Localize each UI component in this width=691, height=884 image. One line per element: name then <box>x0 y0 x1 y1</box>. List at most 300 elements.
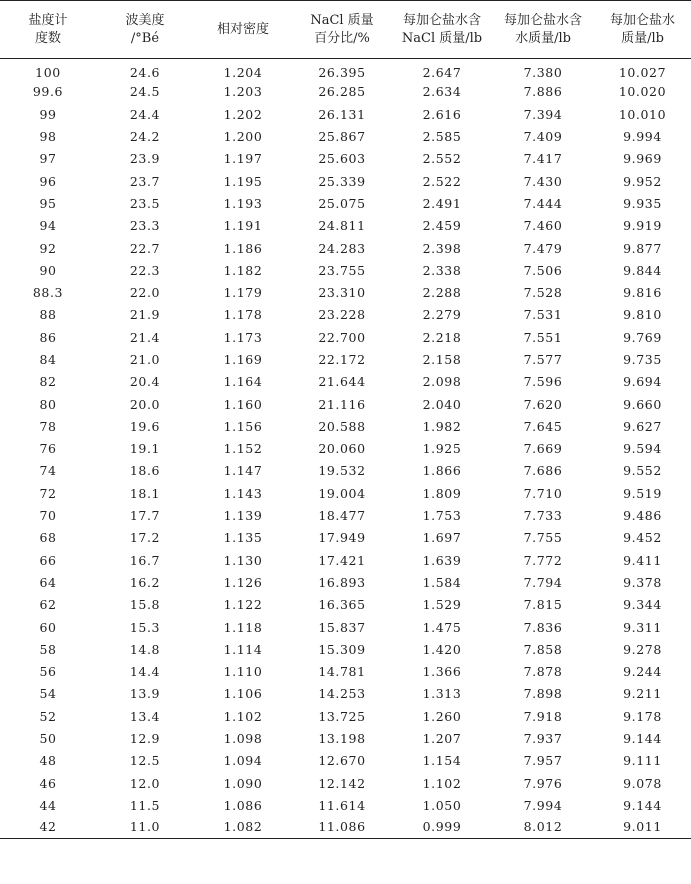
table-cell: 23.5 <box>129 195 161 211</box>
table-row <box>0 304 691 326</box>
table-cell: 84 <box>39 352 57 367</box>
table-cell: 24.811 <box>318 218 366 234</box>
table-cell: 7.898 <box>523 686 563 702</box>
table-cell: 23.9 <box>129 151 161 167</box>
table-cell: 16.365 <box>318 597 366 613</box>
table-cell: 1.173 <box>223 329 263 345</box>
column-header-line: NaCl 质量/lb <box>401 30 483 46</box>
table-cell: 23.755 <box>318 262 366 278</box>
table-cell: 22.172 <box>318 352 366 367</box>
table-cell: 7.444 <box>523 195 563 211</box>
table-cell: 7.836 <box>523 619 563 635</box>
table-cell: 52 <box>39 708 57 724</box>
table-cell: 1.178 <box>223 307 263 323</box>
table-cell: 64 <box>39 574 57 590</box>
table-cell: 1.753 <box>422 508 462 524</box>
table-cell: 2.218 <box>422 329 462 345</box>
table-cell: 74 <box>39 463 57 479</box>
column-header <box>492 1 594 59</box>
column-header-line: 水质量/lb <box>515 30 571 46</box>
table-cell: 86 <box>39 329 57 345</box>
table-cell: 7.686 <box>523 463 563 479</box>
table-cell: 1.164 <box>223 374 263 390</box>
column-header <box>292 1 392 59</box>
table-row <box>0 192 691 214</box>
table-cell: 1.202 <box>223 106 263 122</box>
table-cell: 22.700 <box>318 329 366 345</box>
table-cell: 99.6 <box>32 84 64 100</box>
table-cell: 9.519 <box>623 485 662 501</box>
table-cell: 62 <box>39 597 57 613</box>
table-cell: 10.010 <box>618 106 667 122</box>
table-cell: 1.195 <box>223 173 263 189</box>
table-cell: 24.4 <box>129 106 161 122</box>
table-cell: 9.344 <box>623 597 662 613</box>
table-row <box>0 237 691 259</box>
table-cell: 1.147 <box>223 463 263 479</box>
table-cell: 11.0 <box>96 817 194 839</box>
table-cell: 1.925 <box>422 441 462 457</box>
table-cell: 9.769 <box>623 329 662 345</box>
table-cell: 22.0 <box>129 285 161 301</box>
table-cell: 7.394 <box>523 106 563 122</box>
table-cell: 1.106 <box>223 686 263 702</box>
table-cell: 1.186 <box>223 240 263 256</box>
table-cell: 7.417 <box>523 151 563 167</box>
table-row <box>0 549 691 571</box>
table-cell: 7.772 <box>523 552 563 568</box>
column-header-line: NaCl 质量 <box>310 12 374 28</box>
table-cell: 9.952 <box>623 173 662 189</box>
table-cell: 24.6 <box>129 65 161 81</box>
table-cell: 2.491 <box>422 195 462 211</box>
table-cell: 26.395 <box>318 65 366 81</box>
table-cell: 9.486 <box>623 508 662 524</box>
table-cell: 2.098 <box>422 374 462 390</box>
table-cell: 1.697 <box>422 530 462 546</box>
table-cell: 54 <box>39 686 57 702</box>
table-cell: 25.075 <box>318 195 366 211</box>
table-cell: 9.994 <box>623 129 662 145</box>
column-header-line: 度数 <box>34 30 61 46</box>
table-cell: 1.050 <box>422 797 462 813</box>
table-cell: 7.528 <box>523 285 563 301</box>
table-cell: 44 <box>39 797 57 813</box>
table-cell: 24.2 <box>129 129 161 145</box>
table-cell: 1.203 <box>223 84 263 100</box>
column-header-line: 每加仑盐水含 <box>503 12 582 28</box>
table-cell: 15.309 <box>318 641 366 657</box>
table-cell: 97 <box>39 151 57 167</box>
table-cell: 7.577 <box>523 352 563 367</box>
table-cell: 1.130 <box>223 552 263 568</box>
table-cell: 20.4 <box>129 374 161 390</box>
table-row <box>0 125 691 147</box>
table-cell: 7.918 <box>523 708 563 724</box>
table-cell: 17.7 <box>129 508 161 524</box>
table-cell: 70 <box>39 508 57 524</box>
table-cell: 1.094 <box>223 753 263 769</box>
table-cell: 20.588 <box>318 418 366 434</box>
table-cell: 2.522 <box>422 173 462 189</box>
table-cell: 7.669 <box>523 441 563 457</box>
table-cell: 9.144 <box>623 797 662 813</box>
table-cell: 82 <box>39 374 57 390</box>
table-cell: 7.596 <box>523 374 563 390</box>
table-cell: 24.283 <box>318 240 366 256</box>
table-cell: 15.837 <box>318 619 366 635</box>
table-cell: 1.420 <box>422 641 462 657</box>
table-cell: 9.969 <box>623 151 662 167</box>
table-cell: 50 <box>39 731 57 747</box>
table-cell: 60 <box>39 619 57 635</box>
table-row <box>0 772 691 794</box>
table-cell: 88.3 <box>32 285 64 301</box>
table-cell: 78 <box>39 418 57 434</box>
column-header-line: 盐度计 <box>28 12 68 28</box>
table-cell: 1.169 <box>223 352 263 367</box>
table-cell: 12.142 <box>318 775 366 791</box>
table-cell: 2.616 <box>422 106 462 122</box>
table-cell: 14.253 <box>318 686 366 702</box>
table-cell: 1.193 <box>223 195 263 211</box>
table-cell: 17.2 <box>129 530 161 546</box>
column-header-line: 波美度 <box>125 12 165 28</box>
table-cell: 1.122 <box>223 597 263 613</box>
table-row <box>0 326 691 348</box>
table-cell: 1.143 <box>223 485 263 501</box>
table-cell: 90 <box>39 262 57 278</box>
table-row <box>0 616 691 638</box>
table-cell: 1.197 <box>223 151 263 167</box>
table-cell: 1.110 <box>223 664 263 680</box>
table-cell: 7.976 <box>523 775 563 791</box>
table-cell: 7.620 <box>523 396 563 412</box>
table-row <box>0 259 691 281</box>
table-cell: 1.866 <box>422 463 462 479</box>
table-cell: 96 <box>39 173 57 189</box>
table-row <box>0 438 691 460</box>
table-cell: 9.627 <box>623 418 662 434</box>
table-row <box>0 215 691 237</box>
table-cell: 17.949 <box>318 530 366 546</box>
table-cell: 1.182 <box>223 262 263 278</box>
table-cell: 2.158 <box>422 352 462 367</box>
table-cell: 1.529 <box>422 597 462 613</box>
table-cell: 16.893 <box>318 574 366 590</box>
table-cell: 14.8 <box>129 641 161 657</box>
table-cell: 7.479 <box>523 240 563 256</box>
table-cell: 17.421 <box>318 552 366 568</box>
table-cell: 1.584 <box>422 574 462 590</box>
table-cell: 21.116 <box>318 396 366 412</box>
table-cell: 100 <box>35 65 61 81</box>
table-cell: 1.475 <box>422 619 462 635</box>
table-cell: 19.004 <box>318 485 366 501</box>
column-header <box>96 1 194 59</box>
table-row <box>0 594 691 616</box>
column-header-line: 相对密度 <box>216 21 269 37</box>
table-cell: 9.935 <box>623 195 662 211</box>
table-row <box>0 527 691 549</box>
table-cell: 22.3 <box>129 262 161 278</box>
table-cell: 12.0 <box>129 775 161 791</box>
table-cell: 11.5 <box>129 797 161 813</box>
table-cell: 26.285 <box>318 84 366 100</box>
table-cell: 7.551 <box>523 329 563 345</box>
table-cell: 9.378 <box>623 574 662 590</box>
table-cell: 1.139 <box>223 508 263 524</box>
table-cell: 8.012 <box>492 817 594 839</box>
table-cell: 9.810 <box>623 307 662 323</box>
table-cell: 12.9 <box>129 731 161 747</box>
column-header-line: 每加仑盐水 <box>609 12 675 28</box>
table-cell: 18.6 <box>129 463 161 479</box>
table-row <box>0 482 691 504</box>
table-cell: 7.409 <box>523 129 563 145</box>
table-cell: 9.694 <box>623 374 662 390</box>
table-cell: 7.878 <box>523 664 563 680</box>
table-row <box>0 727 691 749</box>
table-row <box>0 59 691 81</box>
table-cell: 7.531 <box>523 307 563 323</box>
table-cell: 2.459 <box>422 218 462 234</box>
table-cell: 25.867 <box>318 129 366 145</box>
column-header <box>0 1 96 59</box>
table-cell: 1.366 <box>422 664 462 680</box>
table-cell: 1.313 <box>422 686 462 702</box>
table-cell: 21.4 <box>129 329 161 345</box>
table-cell: 11.614 <box>318 797 366 813</box>
table-cell: 12.670 <box>318 753 366 769</box>
table-cell: 1.086 <box>223 797 263 813</box>
table-cell: 2.279 <box>422 307 462 323</box>
table-row <box>0 393 691 415</box>
column-header-line: 每加仑盐水含 <box>402 12 481 28</box>
table-row <box>0 638 691 660</box>
table-cell: 7.733 <box>523 508 563 524</box>
table-cell: 2.634 <box>422 84 462 100</box>
table-cell: 7.460 <box>523 218 563 234</box>
table-cell: 23.7 <box>129 173 161 189</box>
table-cell: 19.6 <box>129 418 161 434</box>
table-cell: 7.755 <box>523 530 563 546</box>
table-cell: 1.152 <box>223 441 263 457</box>
table-cell: 0.999 <box>392 817 492 839</box>
table-cell: 1.082 <box>194 817 292 839</box>
table-cell: 9.078 <box>623 775 662 791</box>
table-cell: 7.886 <box>523 84 563 100</box>
table-cell: 9.660 <box>623 396 662 412</box>
table-row <box>0 504 691 526</box>
table-cell: 1.260 <box>422 708 462 724</box>
table-cell: 1.204 <box>223 65 263 81</box>
table-cell: 7.506 <box>523 262 563 278</box>
table-header <box>0 1 691 59</box>
table-cell: 95 <box>39 195 57 211</box>
table-cell: 7.710 <box>523 485 563 501</box>
table-cell: 13.4 <box>129 708 161 724</box>
column-header <box>594 1 691 59</box>
table-cell: 7.794 <box>523 574 563 590</box>
table-cell: 94 <box>39 218 57 234</box>
table-cell: 15.3 <box>129 619 161 635</box>
table-cell: 9.211 <box>623 686 662 702</box>
table-cell: 9.552 <box>623 463 662 479</box>
table-cell: 1.179 <box>223 285 263 301</box>
table-cell: 1.156 <box>223 418 263 434</box>
table-cell: 1.118 <box>223 619 263 635</box>
table-cell: 16.2 <box>129 574 161 590</box>
table-row <box>0 81 691 103</box>
table-cell: 2.288 <box>422 285 462 301</box>
table-cell: 72 <box>39 485 57 501</box>
table-cell: 7.994 <box>523 797 563 813</box>
table-cell: 1.154 <box>422 753 462 769</box>
table-cell: 1.114 <box>223 641 263 657</box>
table-cell: 10.020 <box>618 84 667 100</box>
table-cell: 92 <box>39 240 57 256</box>
table-cell: 21.9 <box>129 307 161 323</box>
table-cell: 7.380 <box>523 65 563 81</box>
table-cell: 9.411 <box>623 552 662 568</box>
table-cell: 1.160 <box>223 396 263 412</box>
table-cell: 1.126 <box>223 574 263 590</box>
table-cell: 9.111 <box>623 753 662 769</box>
table-cell: 20.060 <box>318 441 366 457</box>
table-cell: 9.311 <box>623 619 662 635</box>
table-cell: 1.098 <box>223 731 263 747</box>
table-cell: 42 <box>0 817 96 839</box>
table-cell: 99 <box>39 106 57 122</box>
table-cell: 2.338 <box>422 262 462 278</box>
table-cell: 58 <box>39 641 57 657</box>
table-cell: 25.339 <box>318 173 366 189</box>
column-header <box>392 1 492 59</box>
table-row <box>0 281 691 303</box>
table-cell: 26.131 <box>318 106 366 122</box>
table-cell: 9.244 <box>623 664 662 680</box>
table-cell: 7.957 <box>523 753 563 769</box>
table-cell: 9.178 <box>623 708 662 724</box>
table-cell: 24.5 <box>129 84 161 100</box>
table-cell: 1.102 <box>422 775 462 791</box>
table-cell: 20.0 <box>129 396 161 412</box>
table-cell: 1.207 <box>422 731 462 747</box>
table-cell: 1.090 <box>223 775 263 791</box>
table-cell: 12.5 <box>129 753 161 769</box>
table-cell: 16.7 <box>129 552 161 568</box>
table-cell: 9.144 <box>623 731 662 747</box>
table-cell: 48 <box>39 753 57 769</box>
table-row <box>0 750 691 772</box>
table-cell: 9.844 <box>623 262 662 278</box>
table-cell: 1.135 <box>223 530 263 546</box>
table-cell: 9.816 <box>623 285 662 301</box>
table-cell: 9.735 <box>623 352 662 367</box>
table-cell: 13.725 <box>318 708 366 724</box>
column-header <box>194 1 292 59</box>
table-row <box>0 571 691 593</box>
table-cell: 19.1 <box>129 441 161 457</box>
table-cell: 1.102 <box>223 708 263 724</box>
column-header-line: 质量/lb <box>621 30 664 46</box>
table-cell: 9.452 <box>623 530 662 546</box>
table-row <box>0 794 691 816</box>
table-cell: 7.645 <box>523 418 563 434</box>
table-cell: 9.877 <box>623 240 662 256</box>
table-row <box>0 817 691 839</box>
table-cell: 22.7 <box>129 240 161 256</box>
table-cell: 2.647 <box>422 65 462 81</box>
table-cell: 2.040 <box>422 396 462 412</box>
table-cell: 7.858 <box>523 641 563 657</box>
table-row <box>0 148 691 170</box>
table-cell: 10.027 <box>618 65 667 81</box>
table-cell: 18.477 <box>318 508 366 524</box>
table-cell: 2.398 <box>422 240 462 256</box>
table-cell: 46 <box>39 775 57 791</box>
table-body <box>0 59 691 839</box>
table-cell: 23.3 <box>129 218 161 234</box>
table-row <box>0 415 691 437</box>
table-cell: 7.815 <box>523 597 563 613</box>
table-row <box>0 348 691 370</box>
table-cell: 25.603 <box>318 151 366 167</box>
table-cell: 21.0 <box>129 352 161 367</box>
table-cell: 1.982 <box>422 418 462 434</box>
table-cell: 19.532 <box>318 463 366 479</box>
table-cell: 9.594 <box>623 441 662 457</box>
table-row <box>0 683 691 705</box>
column-header-line: 百分比/% <box>314 30 370 46</box>
table-cell: 11.086 <box>292 817 392 839</box>
table-cell: 66 <box>39 552 57 568</box>
table-row <box>0 661 691 683</box>
table-cell: 13.198 <box>318 731 366 747</box>
table-cell: 9.011 <box>594 817 691 839</box>
table-cell: 80 <box>39 396 57 412</box>
table-cell: 13.9 <box>129 686 161 702</box>
table-cell: 1.809 <box>422 485 462 501</box>
table-cell: 1.639 <box>422 552 462 568</box>
table-cell: 14.781 <box>318 664 366 680</box>
table-cell: 2.585 <box>422 129 462 145</box>
table-cell: 1.191 <box>223 218 263 234</box>
table-cell: 2.552 <box>422 151 462 167</box>
table-cell: 18.1 <box>129 485 161 501</box>
header-row <box>0 1 691 59</box>
table-cell: 9.278 <box>623 641 662 657</box>
table-cell: 7.937 <box>523 731 563 747</box>
column-header-line: /°Bé <box>130 30 160 46</box>
table-row <box>0 371 691 393</box>
table-cell: 76 <box>39 441 57 457</box>
table-cell: 98 <box>39 129 57 145</box>
table-row <box>0 103 691 125</box>
table-row <box>0 460 691 482</box>
table-row <box>0 705 691 727</box>
table-cell: 21.644 <box>318 374 366 390</box>
table-cell: 7.430 <box>523 173 563 189</box>
table-cell: 23.310 <box>318 285 366 301</box>
table-cell: 14.4 <box>129 664 161 680</box>
table-cell: 1.200 <box>223 129 263 145</box>
table-cell: 15.8 <box>129 597 161 613</box>
table-cell: 9.919 <box>623 218 662 234</box>
table-cell: 56 <box>39 664 57 680</box>
table-row <box>0 170 691 192</box>
